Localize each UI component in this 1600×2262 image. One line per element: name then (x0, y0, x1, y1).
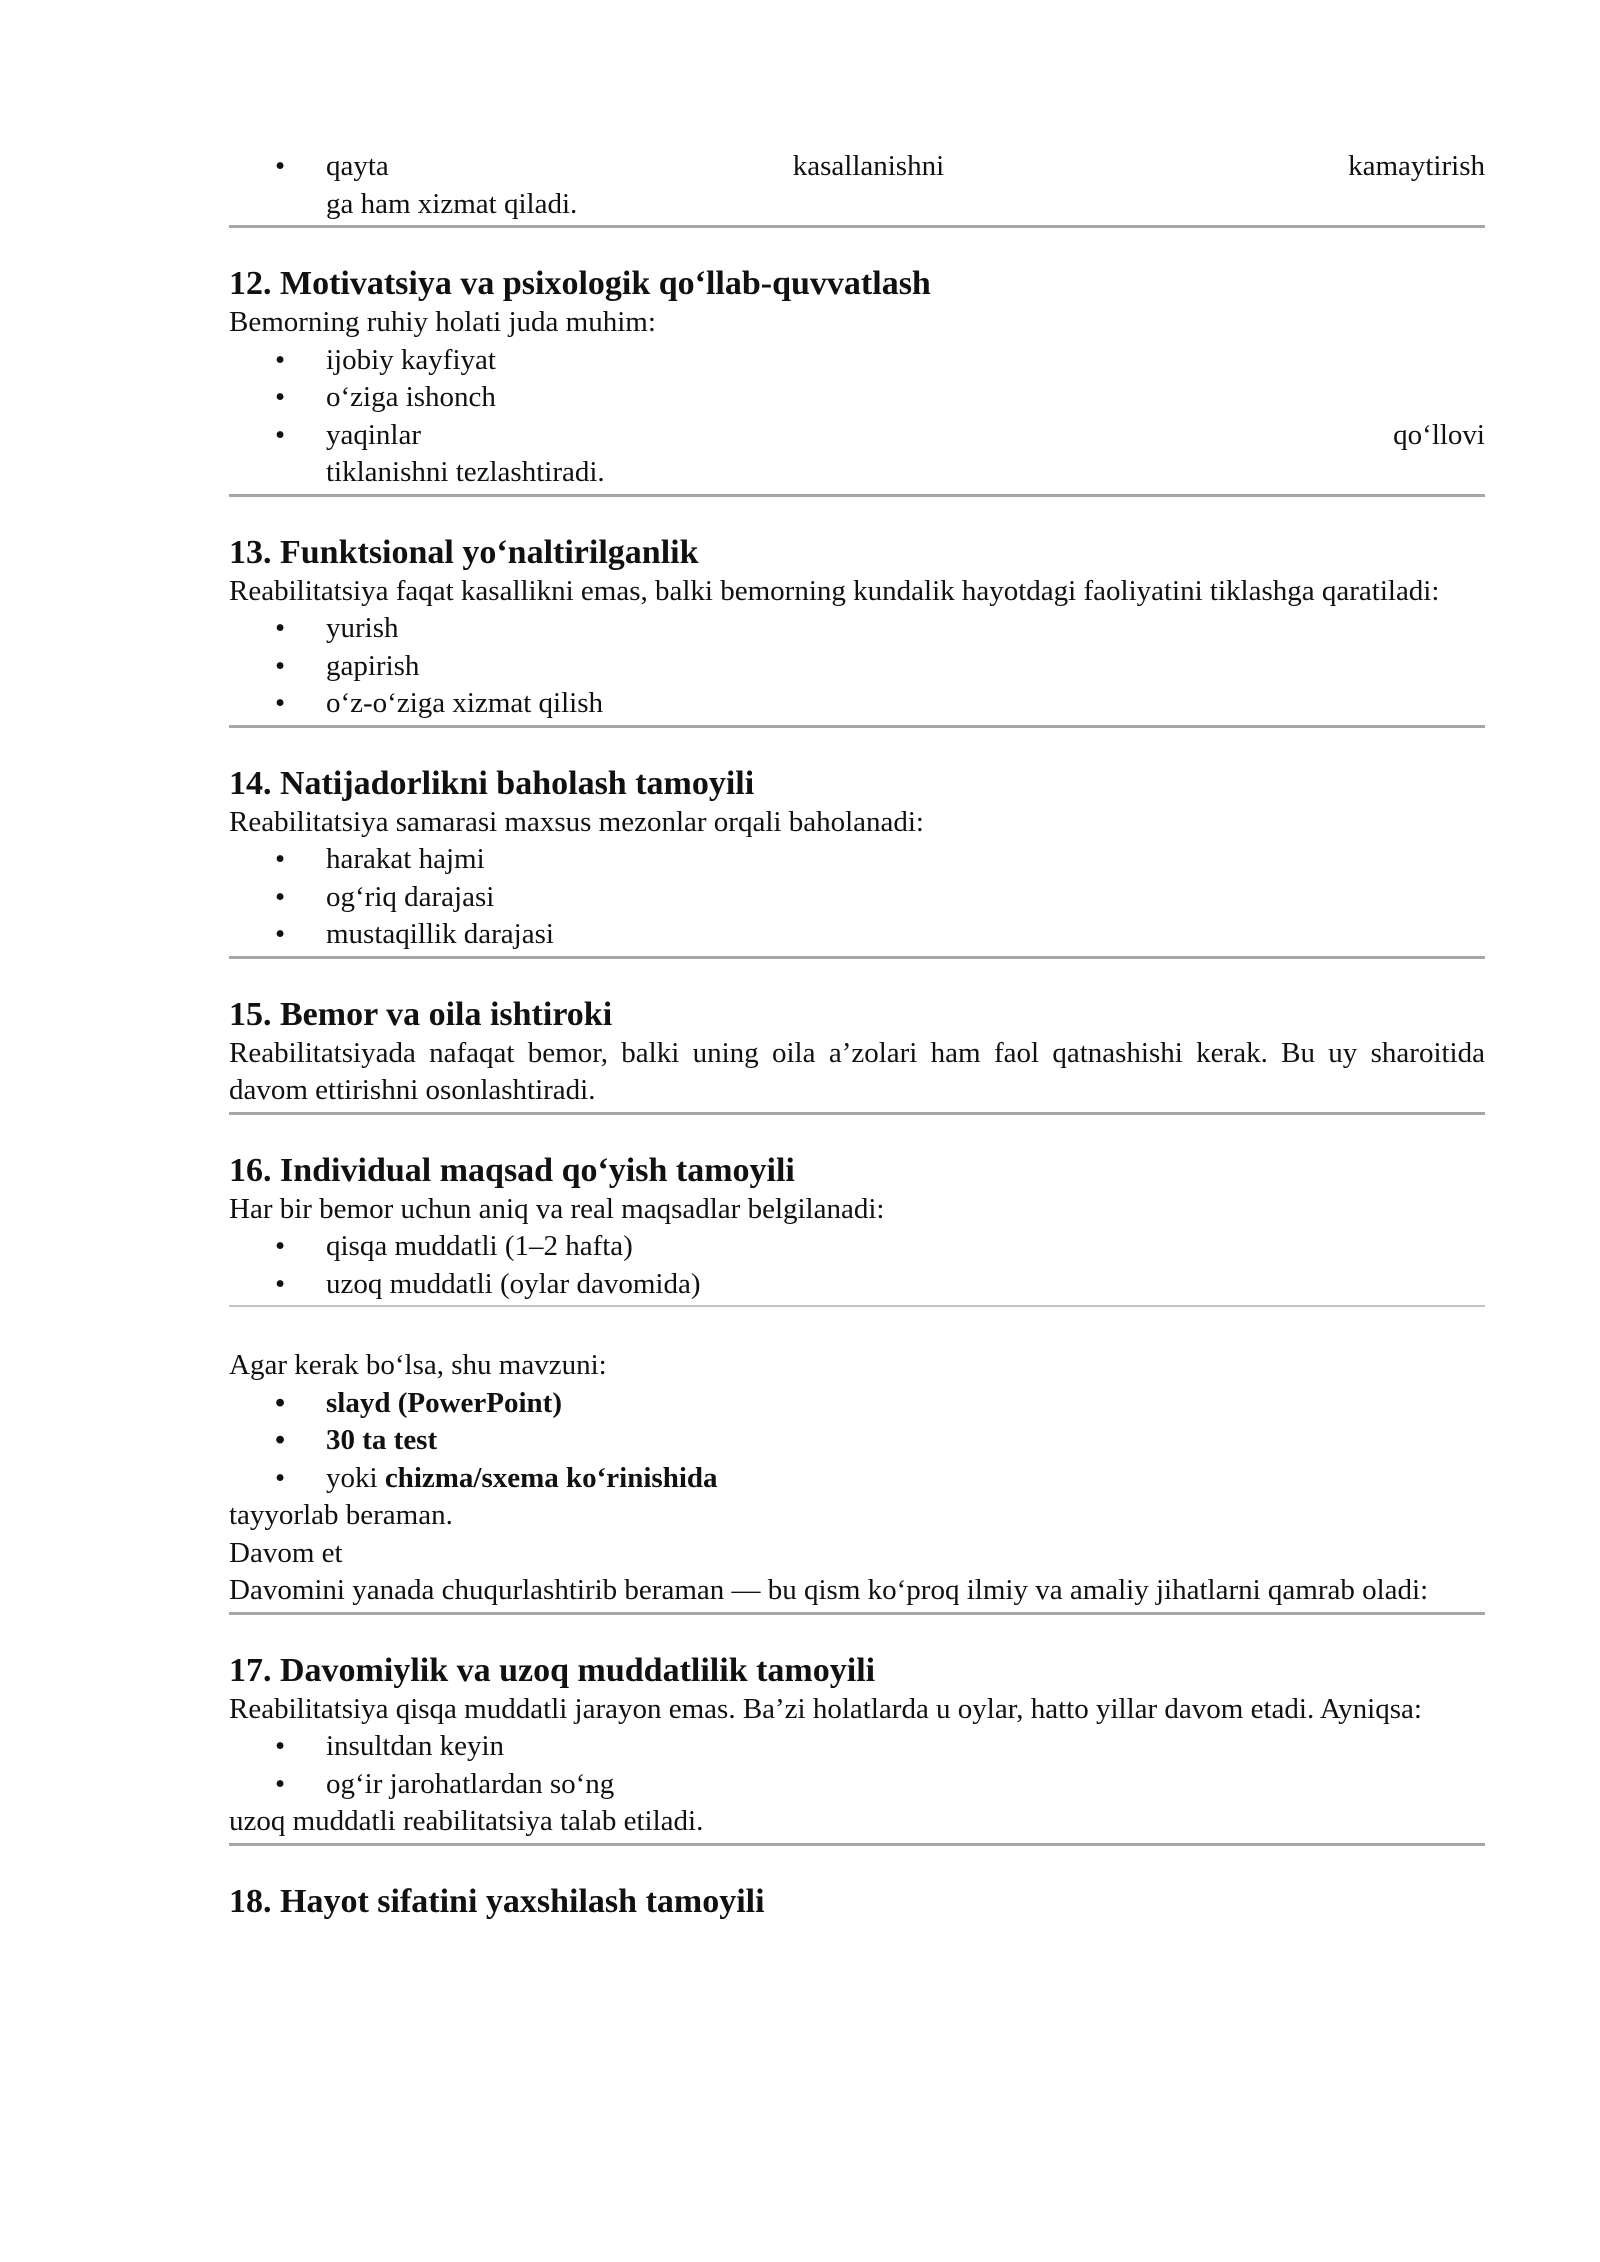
section-17-text: Reabilitatsiya qisqa muddatli jarayon emas. Ba’zi holatlarda u oylar, hatto yillar davom etadi. Ayniqsa: (229, 1692, 1422, 1725)
list-item (229, 1460, 1485, 1498)
section-12-lead: Bemorning ruhiy holati juda muhim: (229, 306, 656, 338)
word: • qayta (326, 150, 389, 182)
offer-list (229, 1385, 1485, 1498)
section-divider (229, 225, 1485, 228)
section-divider (229, 725, 1485, 728)
section-divider (229, 494, 1485, 497)
document-page (229, 148, 1485, 1922)
list-item: • o‘ziga ishonch (229, 379, 1485, 417)
section-17-after: uzoq muddatli reabilitatsiya talab etiladi. (229, 1805, 704, 1837)
line-continuation: tiklanishni tezlashtiradi. (326, 456, 605, 488)
item-bold-text: chizma/sxema ko‘rinishida (384, 1461, 718, 1494)
section-16-list (229, 1228, 1485, 1303)
section-13-title: 13. Funktsional yo‘naltirilganlik (229, 533, 699, 571)
list-item (229, 417, 1485, 492)
section-13-list (229, 610, 1485, 723)
list-item: • og‘riq darajasi (229, 879, 1485, 917)
list-item: • harakat hajmi (229, 841, 1485, 879)
section-divider (229, 956, 1485, 959)
list-item (229, 148, 1485, 223)
offer-after: tayyorlab beraman. (229, 1499, 453, 1531)
offer-lead: Agar kerak bo‘lsa, shu mavzuni: (229, 1349, 607, 1381)
list-item: • gapirish (229, 648, 1485, 686)
list-item: • ijobiy kayfiyat (229, 342, 1485, 380)
section-14-text: Reabilitatsiya samarasi maxsus mezonlar orqali baholanadi: (229, 805, 924, 838)
section-14-title: 14. Natijadorlikni baholash tamoyili (229, 764, 755, 802)
list-item: • uzoq muddatli (oylar davomida) (229, 1266, 1485, 1304)
list-item: • yurish (229, 610, 1485, 648)
section-divider (229, 1843, 1485, 1846)
word: kamaytirish (1348, 150, 1485, 182)
reply-text: Davomini yanada chuqurlashtirib beraman — bu qism ko‘proq ilmiy va amaliy jihatlarni qamrab oladi: (229, 1574, 1429, 1606)
section-divider (229, 1112, 1485, 1115)
section-17-title: 17. Davomiylik va uzoq muddatlilik tamoyili (229, 1651, 876, 1689)
section-divider (229, 1305, 1485, 1307)
justified-line (326, 148, 1485, 186)
list-item: • insultdan keyin (229, 1728, 1485, 1766)
list-item: • 30 ta test (229, 1422, 1485, 1460)
section-16-title: 16. Individual maqsad qo‘yish tamoyili (229, 1151, 795, 1189)
word: qo‘llovi (1393, 418, 1485, 451)
item-prefix: yoki (326, 1461, 385, 1494)
section-16-text: Har bir bemor uchun aniq va real maqsadlar belgilanadi: (229, 1192, 885, 1225)
intro-list (229, 148, 1485, 223)
section-12-title: 12. Motivatsiya va psixologik qo‘llab-quvvatlash (229, 265, 931, 302)
section-12-list (229, 342, 1485, 492)
justified-line (326, 417, 1485, 455)
list-item: • o‘z-o‘ziga xizmat qilish (229, 685, 1485, 723)
list-item: • slayd (PowerPoint) (229, 1385, 1485, 1423)
word: • yaqinlar (326, 418, 422, 451)
list-item: • mustaqillik darajasi (229, 916, 1485, 954)
section-13-text: Reabilitatsiya faqat kasallikni emas, balki bemorning kundalik hayotdagi faoliyatini tiklashga qaratiladi: (229, 574, 1440, 607)
section-15-title: 15. Bemor va oila ishtiroki (229, 995, 613, 1033)
section-divider (229, 1612, 1485, 1615)
list-item: • qisqa muddatli (1–2 hafta) (229, 1228, 1485, 1266)
line-continuation: ga ham xizmat qiladi. (326, 187, 578, 220)
list-item: • og‘ir jarohatlardan so‘ng (229, 1766, 1485, 1804)
section-18-title: 18. Hayot sifatini yaxshilash tamoyili (229, 1882, 765, 1920)
section-14-list (229, 841, 1485, 954)
section-15-text: Reabilitatsiyada nafaqat bemor, balki uning oila a’zolari ham faol qatnashishi kerak. Bu uy sharoitida davom ettirishni osonlashtiradi. (229, 1036, 1485, 1106)
section-17-list (229, 1728, 1485, 1803)
word: kasallanishni (792, 150, 945, 182)
user-message: Davom et (229, 1536, 343, 1569)
